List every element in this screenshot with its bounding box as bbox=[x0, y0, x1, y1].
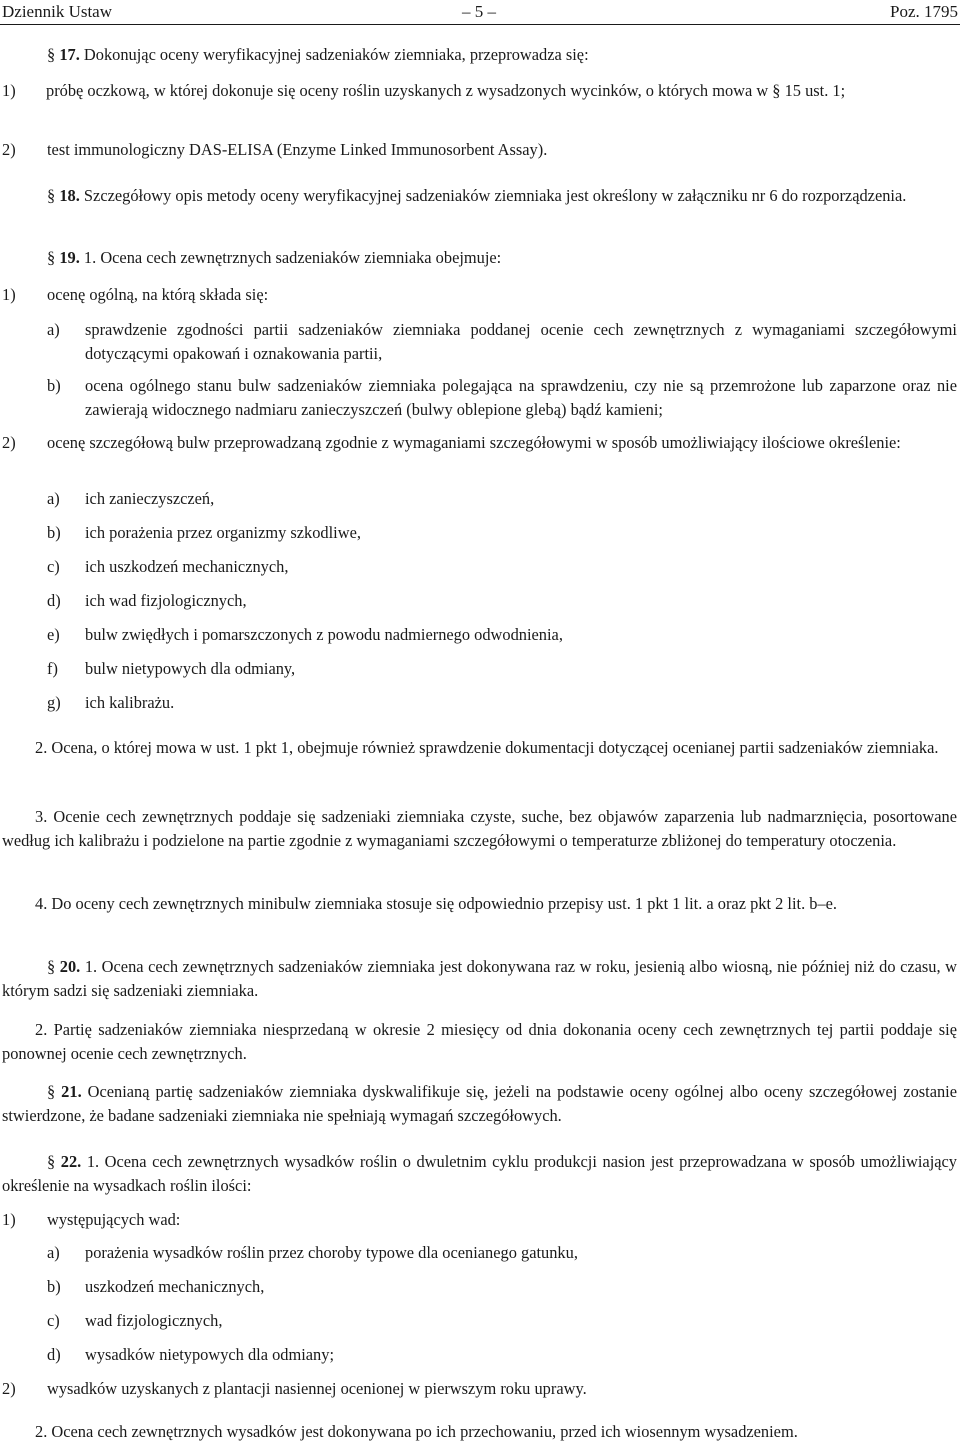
header-rule bbox=[0, 24, 960, 25]
item-text: próbę oczkową, w której dokonuje się oceny roślin uzyskanych z wysadzonych wycinków, o których mowa w § 15 ust. 1; bbox=[46, 81, 846, 100]
subitem-text: ocena ogólnego stanu bulw sadzeniaków ziemniaka polegająca na sprawdzeniu, czy nie są przemrożone lub zaparzone oraz nie zawierają widocznego nadmiaru zanieczyszczeń (bulwy oblepione glebą) bądź kamieni; bbox=[85, 376, 957, 419]
page-number: – 5 – bbox=[462, 2, 496, 21]
subitem-text: ich wad fizjologicznych, bbox=[85, 591, 247, 610]
subitem-text: ich zanieczyszczeń, bbox=[85, 489, 215, 508]
position-number: Poz. 1795 bbox=[890, 2, 958, 21]
subitem-text: wysadków nietypowych dla odmiany; bbox=[85, 1345, 335, 1364]
subitem-text: porażenia wysadków roślin przez choroby typowe dla ocenianego gatunku, bbox=[85, 1243, 578, 1262]
section-sign: § bbox=[47, 186, 56, 205]
item-text: wysadków uzyskanych z plantacji nasiennej ocenionej w pierwszym roku uprawy. bbox=[47, 1379, 587, 1398]
section-22 bbox=[2, 1150, 957, 1198]
subitem-text: ich porażenia przez organizmy szkodliwe, bbox=[85, 523, 361, 542]
subitem-marker: f) bbox=[47, 659, 58, 678]
section-sign: § bbox=[47, 1082, 56, 1101]
item-marker: 2) bbox=[2, 1379, 16, 1398]
section-text: Szczegółowy opis metody oceny weryfikacyjnej sadzeniaków ziemniaka jest określony w załączniku nr 6 do rozporządzenia. bbox=[83, 186, 907, 205]
subitem-text: ich uszkodzeń mechanicznych, bbox=[85, 557, 289, 576]
subitem-marker: e) bbox=[47, 625, 60, 644]
subitem-text: wad fizjologicznych, bbox=[85, 1311, 223, 1330]
paragraph-ust-2: 2. Ocena, o której mowa w ust. 1 pkt 1, obejmuje również sprawdzenie dokumentacji dotyczącej ocenianej partii sadzeniaków ziemniaka. bbox=[35, 738, 939, 757]
section-number: 19. bbox=[59, 248, 80, 267]
paragraph-ust-4: 4. Do oceny cech zewnętrznych minibulw ziemniaka stosuje się odpowiednio przepisy ust. 1 pkt 1 lit. a oraz pkt 2 lit. b–e. bbox=[35, 894, 838, 913]
subitem-text: ich kalibrażu. bbox=[85, 693, 175, 712]
section-text: 1. Ocena cech zewnętrznych wysadków roślin o dwuletnim cyklu produkcji nasion jest przeprowadzana w sposób umożliwiający określenie na wysadkach roślin ilości: bbox=[2, 1152, 957, 1195]
section-number: 21. bbox=[61, 1082, 82, 1101]
subitem-marker: b) bbox=[47, 376, 61, 395]
journal-title: Dziennik Ustaw bbox=[2, 2, 113, 21]
section-text: Ocenianą partię sadzeniaków ziemniaka dyskwalifikuje się, jeżeli na podstawie oceny ogólnej albo oceny szczegółowej zostanie stwierdzone, że badane sadzeniaki ziemniaka nie spełniają wymagań szczegółowych. bbox=[2, 1082, 957, 1125]
section-sign: § bbox=[47, 45, 56, 64]
section-sign: § bbox=[47, 1152, 56, 1171]
section-text: Dokonując oceny weryfikacyjnej sadzeniaków ziemniaka, przeprowadza się: bbox=[83, 45, 589, 64]
item-text: występujących wad: bbox=[47, 1210, 181, 1229]
item-marker: 1) bbox=[2, 81, 16, 100]
subitem-marker: a) bbox=[47, 320, 60, 339]
paragraph-ust-3: 3. Ocenie cech zewnętrznych poddaje się sadzeniaki ziemniaka czyste, suche, bez objawów zaparzenia lub nadmarznięcia, posortowane według ich kalibrażu i podzielone na partie zgodnie z wymaganiami szczegółowymi o temperaturze zbliżonej do temperatury otoczenia. bbox=[2, 807, 957, 850]
section-number: 18. bbox=[59, 186, 80, 205]
subitem-text: bulw nietypowych dla odmiany, bbox=[85, 659, 296, 678]
section-sign: § bbox=[47, 248, 56, 267]
item-text: ocenę ogólną, na którą składa się: bbox=[47, 285, 269, 304]
section-sign: § bbox=[47, 957, 56, 976]
item-text: test immunologiczny DAS-ELISA (Enzyme Linked Immunosorbent Assay). bbox=[47, 140, 548, 159]
item-marker: 2) bbox=[2, 140, 16, 159]
paragraph-ust-2: 2. Ocena cech zewnętrznych wysadków jest dokonywana po ich przechowaniu, przed ich wiosennym wysadzeniem. bbox=[35, 1422, 798, 1441]
subitem-marker: a) bbox=[47, 1243, 60, 1262]
subitem-marker: c) bbox=[47, 1311, 60, 1330]
subitem-marker: g) bbox=[47, 693, 61, 712]
section-21 bbox=[2, 1080, 957, 1128]
section-number: 22. bbox=[60, 1152, 82, 1171]
item-marker: 2) bbox=[2, 433, 16, 452]
section-18 bbox=[2, 184, 957, 208]
subitem-marker: c) bbox=[47, 557, 60, 576]
subitem-marker: b) bbox=[47, 1277, 61, 1296]
subitem-marker: d) bbox=[47, 1345, 61, 1364]
item-text: ocenę szczegółową bulw przeprowadzaną zgodnie z wymaganiami szczegółowymi w sposób umożliwiający ilościowe określenie: bbox=[47, 433, 901, 452]
section-number: 17. bbox=[59, 45, 80, 64]
section-number: 20. bbox=[59, 957, 81, 976]
subitem-text: sprawdzenie zgodności partii sadzeniaków ziemniaka poddanej ocenie cech zewnętrznych z wymaganiami szczegółowymi dotyczącymi opakowań i oznakowania partii, bbox=[85, 320, 957, 363]
section-text: 1. Ocena cech zewnętrznych sadzeniaków ziemniaka jest dokonywana raz w roku, jesienią albo wiosną, nie później niż do czasu, w którym sadzi się sadzeniaki ziemniaka. bbox=[2, 957, 957, 1000]
item-marker: 1) bbox=[2, 1210, 16, 1229]
subitem-marker: b) bbox=[47, 523, 61, 542]
item-marker: 1) bbox=[2, 285, 16, 304]
section-19-intro bbox=[47, 246, 501, 270]
subitem-text: uszkodzeń mechanicznych, bbox=[85, 1277, 265, 1296]
section-text: 1. Ocena cech zewnętrznych sadzeniaków ziemniaka obejmuje: bbox=[83, 248, 502, 267]
subitem-text: bulw zwiędłych i pomarszczonych z powodu nadmiernego odwodnienia, bbox=[85, 625, 563, 644]
paragraph-ust-2: 2. Partię sadzeniaków ziemniaka niesprzedaną w okresie 2 miesięcy od dnia dokonania oceny cech zewnętrznych tej partii poddaje się ponownej ocenie cech zewnętrznych. bbox=[2, 1020, 957, 1063]
section-17-intro bbox=[47, 43, 589, 67]
section-20 bbox=[2, 955, 957, 1003]
subitem-marker: a) bbox=[47, 489, 60, 508]
subitem-marker: d) bbox=[47, 591, 61, 610]
